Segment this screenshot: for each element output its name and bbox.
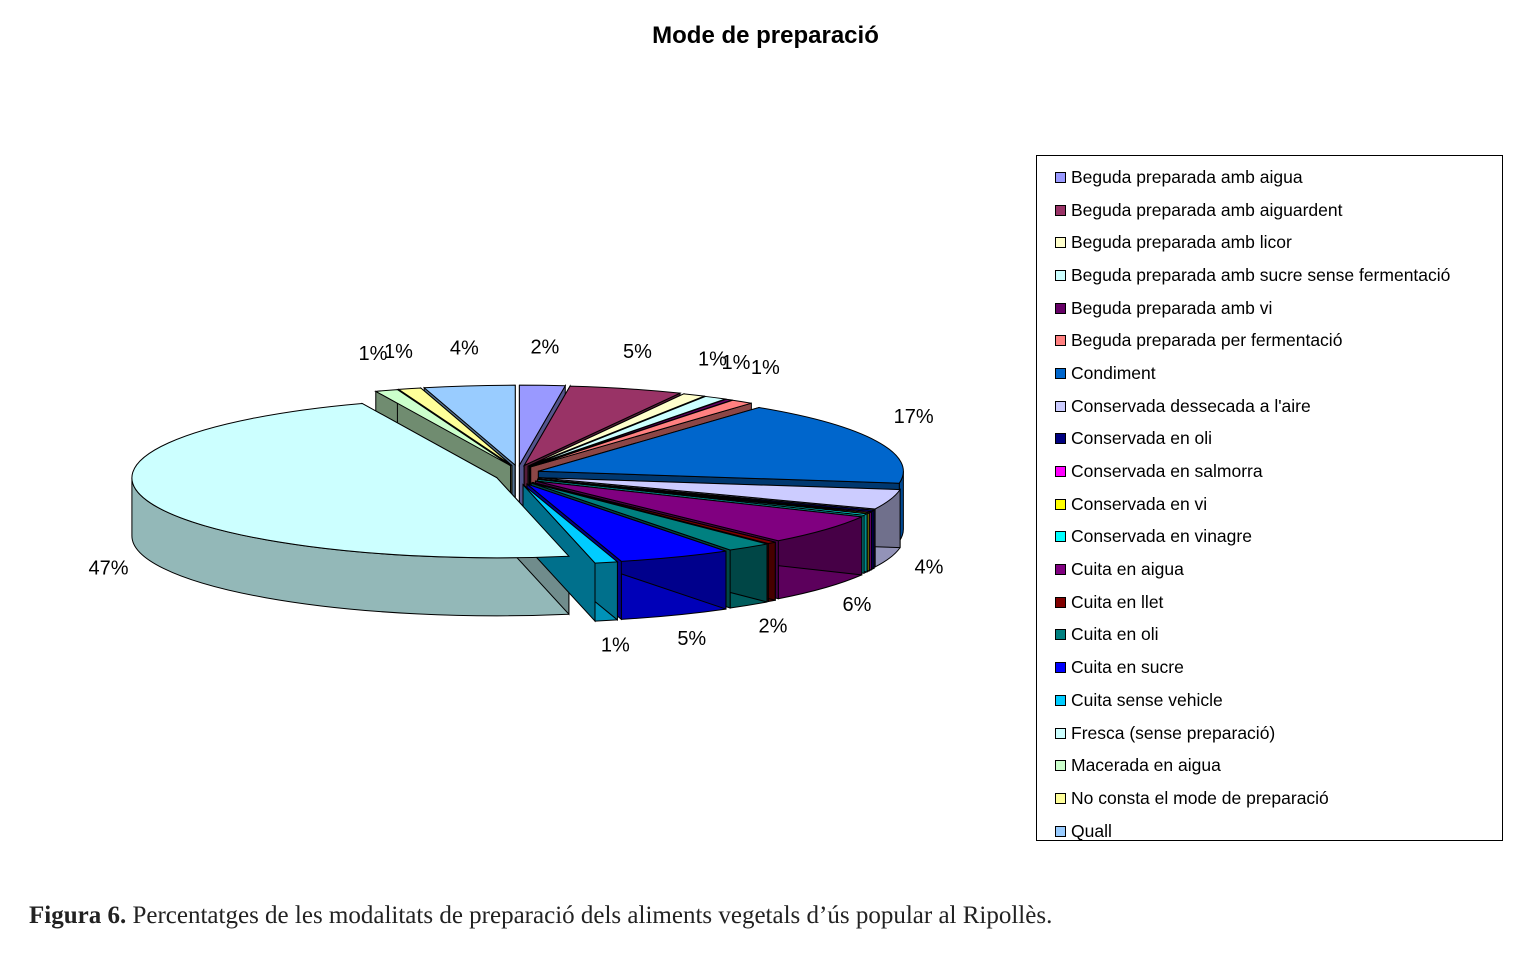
pie-data-label: 1% [600,634,630,657]
legend-swatch [1055,597,1066,608]
legend-item [1037,226,1502,259]
legend-label: Cuita en aigua [1071,559,1184,580]
legend-swatch [1055,793,1066,804]
legend-item [1037,455,1502,488]
legend-item [1037,749,1502,782]
legend-label: Beguda preparada amb vi [1071,297,1273,318]
figure-caption [29,902,1052,930]
legend-item [1037,488,1502,521]
pie-data-label: 47% [88,557,129,580]
legend-swatch [1055,499,1066,510]
legend-swatch [1055,695,1066,706]
legend-item [1037,194,1502,227]
legend-label: Conservada en salmorra [1071,461,1263,482]
pie-data-label: 2% [758,615,788,638]
legend-item [1037,259,1502,292]
legend-swatch [1055,303,1066,314]
legend-label: Conservada dessecada a l'aire [1071,395,1311,416]
legend-item [1037,390,1502,423]
legend-item [1037,717,1502,750]
pie-tops [132,385,903,563]
pie-data-label: 1% [358,343,388,366]
legend-swatch [1055,466,1066,477]
legend-item [1037,423,1502,456]
legend-swatch [1055,401,1066,412]
legend-label: Macerada en aigua [1071,755,1221,776]
pie-data-label: 5% [623,340,652,363]
legend-label: Fresca (sense preparació) [1071,722,1276,743]
pie-data-label: 4% [449,337,479,360]
legend-item [1037,651,1502,684]
pie-data-label: 6% [842,593,872,616]
legend [1036,155,1503,841]
legend-item [1037,684,1502,717]
pie-data-label: 4% [914,556,944,579]
legend-item [1037,161,1502,194]
legend-label: Conservada en vinagre [1071,526,1252,547]
legend-swatch [1055,564,1066,575]
pie-data-label: 2% [530,336,560,359]
legend-label: Cuita en llet [1071,591,1164,612]
legend-swatch [1055,826,1066,837]
legend-label: Beguda preparada amb licor [1071,232,1292,253]
legend-swatch [1055,531,1066,542]
legend-swatch [1055,205,1066,216]
legend-item [1037,619,1502,652]
legend-item [1037,324,1502,357]
legend-swatch [1055,172,1066,183]
legend-label: Quall [1071,820,1112,841]
legend-label: Cuita en sucre [1071,657,1184,678]
legend-label: Beguda preparada amb sucre sense fermentació [1071,264,1451,285]
legend-swatch [1055,237,1066,248]
legend-swatch [1055,335,1066,346]
pie-data-label: 1% [384,340,413,363]
caption-figure-label: Figura 6. [29,902,127,929]
legend-swatch [1055,629,1066,640]
caption-text: Percentatges de les modalitats de preparació dels aliments vegetals d’ús popular al Ripollès. [126,902,1053,929]
legend-label: Beguda preparada amb aigua [1071,166,1303,187]
legend-item [1037,553,1502,586]
legend-item [1037,357,1502,390]
pie-data-label: 1% [750,357,780,380]
legend-item [1037,782,1502,815]
legend-label: Beguda preparada per fermentació [1071,330,1343,351]
legend-item [1037,292,1502,325]
legend-swatch [1055,368,1066,379]
legend-swatch [1055,662,1066,673]
legend-swatch [1055,760,1066,771]
legend-label: Cuita sense vehicle [1071,689,1223,710]
legend-item [1037,521,1502,554]
pie-data-label: 5% [677,627,707,650]
legend-swatch [1055,728,1066,739]
legend-label: Conservada en oli [1071,428,1213,449]
legend-item [1037,586,1502,619]
legend-label: Cuita en oli [1071,624,1159,645]
legend-item [1037,815,1502,848]
legend-label: No consta el mode de preparació [1071,787,1329,808]
chart-title: Mode de preparació [652,22,879,49]
legend-label: Beguda preparada amb aiguardent [1071,199,1343,220]
pie-data-label: 1% [721,352,751,375]
legend-label: Condiment [1071,362,1156,383]
legend-swatch [1055,270,1066,281]
pie-data-label: 1% [697,348,727,371]
pie-data-label: 17% [893,405,934,428]
legend-label: Conservada en vi [1071,493,1208,514]
legend-swatch [1055,433,1066,444]
